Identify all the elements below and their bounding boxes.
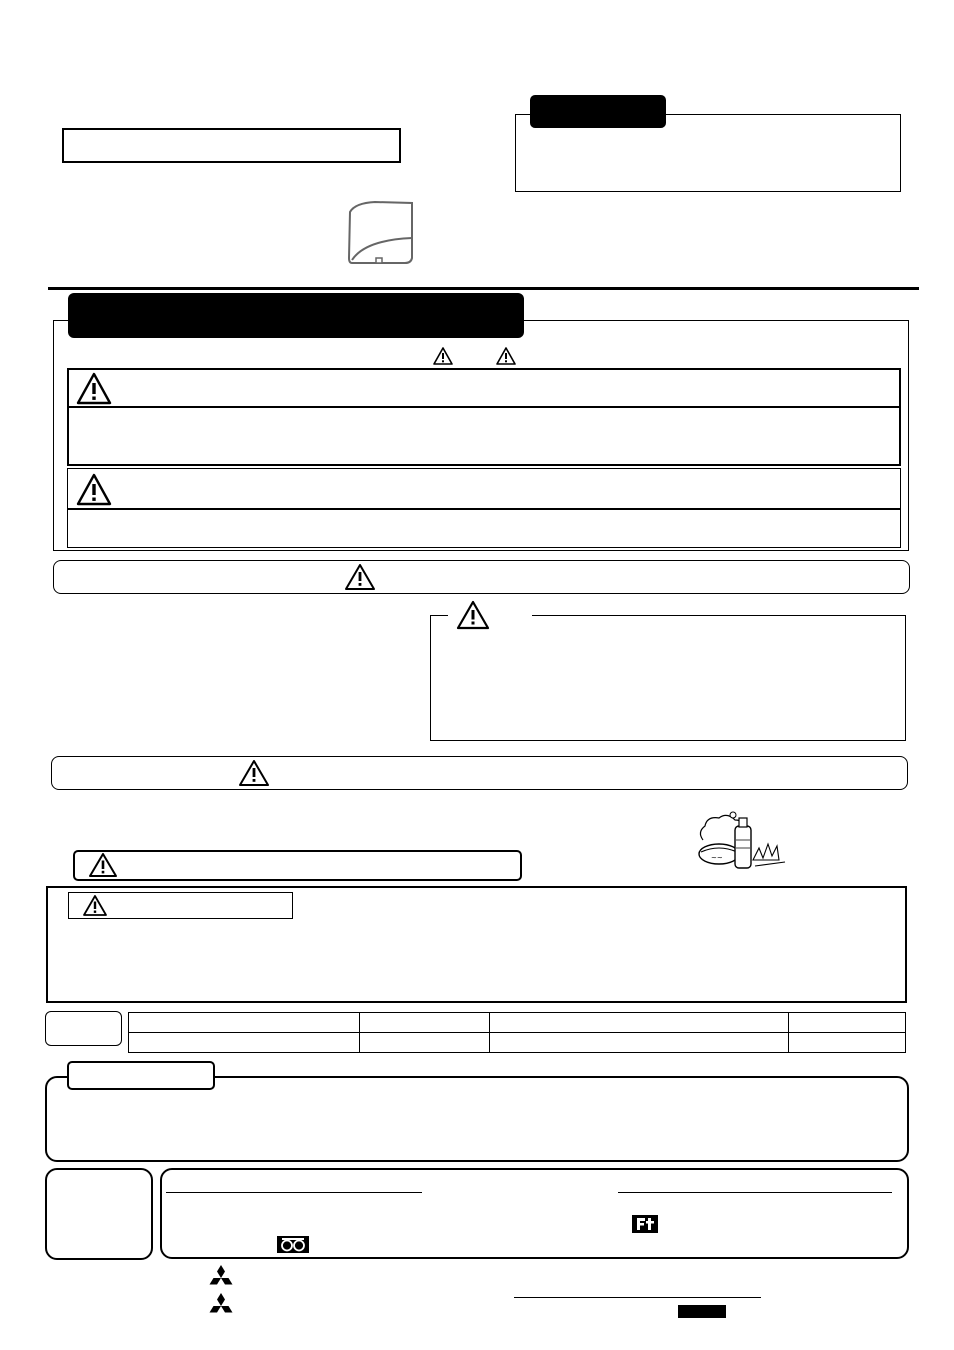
- spec-cell: [489, 1013, 789, 1033]
- product-outline-icon: [345, 200, 417, 268]
- caution-note-top-left: [430, 615, 448, 616]
- svg-text:~~: ~~: [711, 854, 723, 862]
- header-divider: [48, 287, 919, 290]
- safety-section-title-bar: [68, 293, 524, 338]
- caution-note-top-right: [532, 615, 906, 616]
- service-label-box: [45, 1168, 153, 1260]
- spec-cell: [789, 1033, 906, 1053]
- banner-1-warning-icon: [344, 563, 376, 591]
- spec-cell: [359, 1013, 489, 1033]
- spec-cell: [489, 1033, 789, 1053]
- legend-warning-icon-2: [495, 346, 517, 366]
- fax-icon: [632, 1215, 658, 1233]
- warning-pill: [73, 850, 522, 881]
- spec-label-box: [45, 1011, 122, 1046]
- contact-tab: [67, 1061, 215, 1090]
- address-label-box: [678, 1305, 726, 1318]
- caution-note-warning-icon: [456, 600, 490, 630]
- spec-table: [128, 1012, 906, 1053]
- warning-pill-icon: [88, 852, 118, 878]
- model-name-box: [62, 128, 401, 163]
- spec-cell: [359, 1033, 489, 1053]
- warning-header: [67, 368, 901, 408]
- table-row: [129, 1013, 906, 1033]
- service-info-box: [160, 1168, 909, 1259]
- table-row: [129, 1033, 906, 1053]
- spec-cell: [129, 1033, 360, 1053]
- caution-body: [67, 508, 901, 548]
- caution-banner-2: [51, 756, 908, 790]
- address-rule: [514, 1297, 761, 1298]
- warning-triangle-icon: [76, 372, 112, 405]
- caution-header: [67, 468, 901, 510]
- warning-body: [67, 406, 901, 466]
- service-rule-left: [166, 1192, 422, 1193]
- caution-triangle-icon: [76, 473, 112, 506]
- mitsubishi-logo-icon: [207, 1293, 235, 1318]
- service-rule-right: [618, 1192, 892, 1193]
- freedial-icon: [277, 1236, 309, 1253]
- spec-cell: [129, 1013, 360, 1033]
- caution-note-box: [430, 615, 906, 741]
- caution-banner-1: [53, 560, 910, 594]
- mitsubishi-logo-icon: [207, 1265, 235, 1290]
- spec-cell: [789, 1013, 906, 1033]
- banner-2-warning-icon: [238, 759, 270, 787]
- legend-warning-icon-1: [432, 346, 454, 366]
- notice-tab: [530, 95, 666, 128]
- important-notice-icon: [82, 894, 108, 917]
- detergent-illustration-icon: [695, 810, 787, 876]
